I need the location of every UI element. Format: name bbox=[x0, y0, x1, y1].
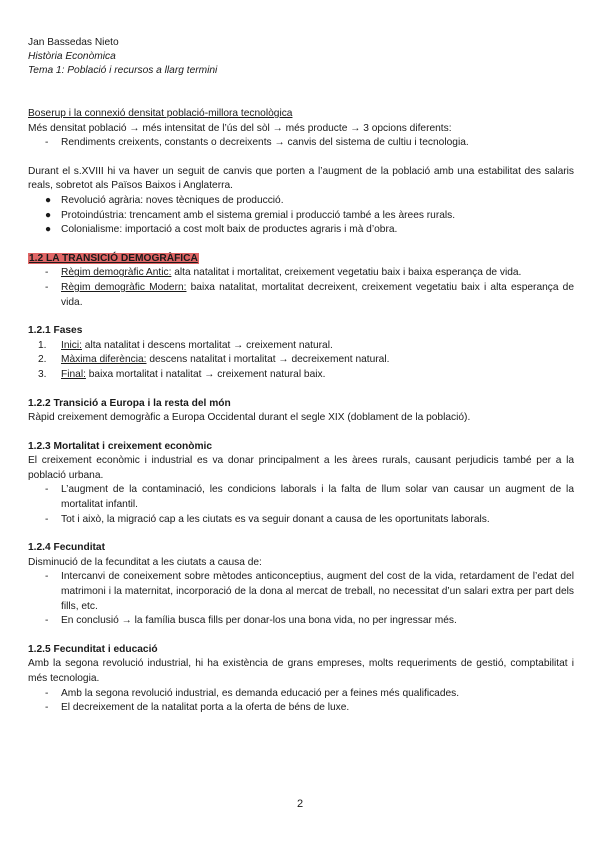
list-item: - Tot i això, la migració cap a les ciutats es va seguir donant a causa de les oportunitats laborals. bbox=[45, 513, 490, 525]
list-item: ● Protoindústria: trencament amb el sistema gremial i producció també a les àrees rurals. bbox=[45, 209, 456, 221]
list-item: 2. Màxima diferència: descens natalitat i mortalitat → decreixement natural. bbox=[38, 354, 390, 366]
topic-title: Tema 1: Població i recursos a llarg termini bbox=[28, 65, 218, 76]
list-item: - El decreixement de la natalitat porta a la oferta de béns de luxe. bbox=[45, 702, 350, 714]
list-item: - Règim demogràfic Antic: alta natalitat i mortalitat, creixement vegetatiu baix i baixa esperança de vida. bbox=[45, 267, 522, 279]
section-1-2-4 bbox=[28, 541, 574, 629]
section-1-2-3-list bbox=[28, 483, 574, 527]
list-item: - Intercanvi de coneixement sobre mètodes anticonceptius, augment del cost de la vida, retardament de l’edat del matrimoni i la maternitat, incorporació de la dona al mercat de treball, no necessitat d’un salari extra per part dels fills, etc. bbox=[45, 571, 574, 612]
section-1-2-4-title: 1.2.4 Fecunditat bbox=[28, 542, 105, 554]
section-1-2-5-text: Amb la segona revolució industrial, hi ha existència de grans empreses, molts requeriments de gestió, comptabilitat i més tecnologia. bbox=[28, 658, 574, 684]
section-1-2-2 bbox=[28, 397, 574, 426]
section-1-2-3-title: 1.2.3 Mortalitat i creixement econòmic bbox=[28, 440, 213, 452]
page-number: 2 bbox=[296, 798, 304, 810]
section-1-2 bbox=[28, 252, 574, 310]
section-1-2-list bbox=[28, 266, 574, 310]
xviii-bullets bbox=[28, 194, 574, 238]
course-name: Història Econòmica bbox=[28, 51, 116, 62]
list-item: - En conclusió → la família busca fills per donar-los una bona vida, no per ingressar més. bbox=[45, 615, 457, 627]
xviii-paragraph: Durant el s.XVIII hi va haver un seguit de canvis que porten a l’augment de la població amb una estabilitat des salaris reals, sobretot als Països Baixos i Anglaterra. bbox=[28, 165, 574, 192]
document-header bbox=[28, 36, 574, 78]
section-1-2-5 bbox=[28, 643, 574, 716]
section-1-2-3 bbox=[28, 440, 574, 528]
section-xviii bbox=[28, 165, 574, 238]
list-item: 3. Final: baixa mortalitat i natalitat → creixement natural baix. bbox=[38, 368, 326, 380]
list-item: 1. Inici: alta natalitat i descens mortalitat → creixement natural. bbox=[38, 339, 333, 351]
boserup-title: Boserup i la connexió densitat població-millora tecnològica bbox=[28, 108, 293, 119]
section-1-2-1-title: 1.2.1 Fases bbox=[28, 325, 83, 337]
author-name: Jan Bassedas Nieto bbox=[28, 37, 119, 48]
list-item: - Amb la segona revolució industrial, es demanda educació per a feines més qualificades. bbox=[45, 687, 460, 699]
section-1-2-3-text: El creixement econòmic i industrial es va donar principalment a les àrees rurals, causant perjudicis també per a la població urbana. bbox=[28, 455, 574, 481]
section-1-2-5-list bbox=[28, 687, 574, 716]
document-page bbox=[28, 36, 574, 716]
list-item: - L’augment de la contaminació, les condicions laborals i la falta de llum solar van causar un augment de la mortalitat infantil. bbox=[45, 484, 574, 511]
boserup-list bbox=[28, 136, 574, 151]
list-item: - Règim demogràfic Modern: baixa natalitat, mortalitat decreixent, creixement vegetatiu baix i alta esperança de vida. bbox=[45, 281, 574, 308]
section-1-2-title: 1.2 LA TRANSICIÓ DEMOGRÀFICA bbox=[29, 252, 198, 264]
boserup-line: Més densitat població → més intensitat de l’ús del sòl → més producte → 3 opcions diferents: bbox=[28, 122, 452, 134]
phases-list bbox=[28, 339, 574, 383]
list-item: ● Colonialisme: importació a cost molt baix de productes agraris i mà d’obra. bbox=[45, 224, 398, 236]
section-1-2-5-title: 1.2.5 Fecunditat i educació bbox=[28, 643, 158, 655]
section-1-2-4-text: Disminució de la fecunditat a les ciutats a causa de: bbox=[28, 556, 262, 568]
list-item: - Rendiments creixents, constants o decreixents → canvis del sistema de cultiu i tecnologia. bbox=[45, 137, 469, 149]
section-1-2-1 bbox=[28, 324, 574, 382]
section-boserup bbox=[28, 107, 574, 151]
section-1-2-4-list bbox=[28, 570, 574, 628]
section-1-2-2-title: 1.2.2 Transició a Europa i la resta del món bbox=[28, 397, 231, 409]
section-1-2-2-text: Ràpid creixement demogràfic a Europa Occidental durant el segle XIX (doblament de la població). bbox=[28, 412, 471, 424]
list-item: ● Revolució agrària: noves tècniques de producció. bbox=[45, 194, 284, 206]
